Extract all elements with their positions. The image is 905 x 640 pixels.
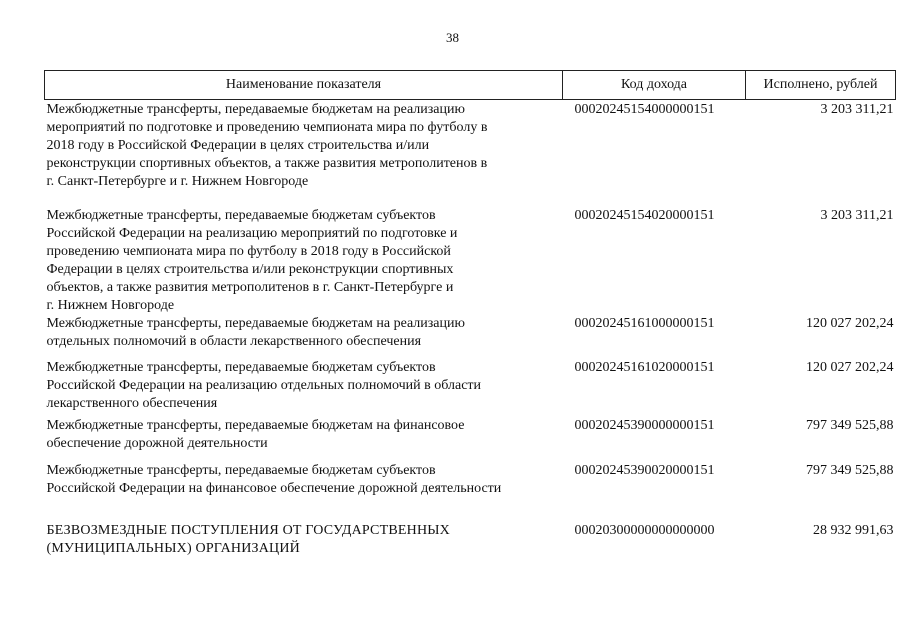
revenue-code: 00020245154020000151 (574, 208, 715, 223)
revenue-code: 00020245154000000151 (574, 102, 715, 117)
column-header-name: Наименование показателя (45, 71, 563, 100)
table-row (45, 359, 896, 417)
executed-amount: 28 932 991,63 (813, 523, 894, 538)
executed-amount: 797 349 525,88 (806, 418, 894, 433)
indicator-name: Межбюджетные трансферты, передаваемые бюджетам субъектов Российской Федерации на реализацию отдельных полномочий в области лекарственного обеспечения (46, 360, 482, 411)
table-row (45, 462, 896, 522)
table-row (45, 315, 896, 359)
indicator-name: Межбюджетные трансферты, передаваемые бюджетам на реализацию мероприятий по подготовке и проведению чемпионата мира по футболу в 2018 году в Российской Федерации в целях строительства и/или реконструкции спортивных объектов, а также развития метрополитенов в г. Санкт-Петербурге и г. Нижнем Новгороде (46, 102, 488, 189)
page-number: 38 (446, 30, 459, 45)
indicator-name: Межбюджетные трансферты, передаваемые бюджетам на финансовое обеспечение дорожной деятельности (46, 418, 465, 451)
revenue-code: 00020300000000000000 (574, 523, 715, 538)
revenue-code: 00020245161000000151 (574, 316, 715, 331)
column-header-amount: Исполнено, рублей (746, 71, 896, 100)
revenue-table (44, 70, 896, 558)
revenue-code: 00020245390020000151 (574, 463, 715, 478)
table-row (45, 417, 896, 462)
table-row (45, 522, 896, 558)
revenue-code: 00020245390000000151 (574, 418, 715, 433)
executed-amount: 3 203 311,21 (820, 208, 894, 223)
indicator-name: Межбюджетные трансферты, передаваемые бюджетам субъектов Российской Федерации на реализацию мероприятий по подготовке и проведению чемпионата мира по футболу в 2018 году в Российской Федерации в целях строительства и/или реконструкции спортивных объектов, а также развития метрополитенов в г. Санкт-Петербурге и г. Нижнем Новгороде (46, 208, 458, 313)
revenue-code: 00020245161020000151 (574, 360, 715, 375)
executed-amount: 120 027 202,24 (806, 360, 894, 375)
indicator-name: Межбюджетные трансферты, передаваемые бюджетам на реализацию отдельных полномочий в области лекарственного обеспечения (46, 316, 465, 349)
indicator-name: БЕЗВОЗМЕЗДНЫЕ ПОСТУПЛЕНИЯ ОТ ГОСУДАРСТВЕННЫХ (МУНИЦИПАЛЬНЫХ) ОРГАНИЗАЦИЙ (46, 523, 450, 556)
executed-amount: 797 349 525,88 (806, 463, 894, 478)
executed-amount: 3 203 311,21 (820, 102, 894, 117)
indicator-name: Межбюджетные трансферты, передаваемые бюджетам субъектов Российской Федерации на финансовое обеспечение дорожной деятельности (46, 463, 502, 496)
table-row (45, 207, 896, 315)
table-header-row (45, 71, 896, 100)
executed-amount: 120 027 202,24 (806, 316, 894, 331)
column-header-code: Код дохода (563, 71, 746, 100)
table-row (45, 100, 896, 208)
